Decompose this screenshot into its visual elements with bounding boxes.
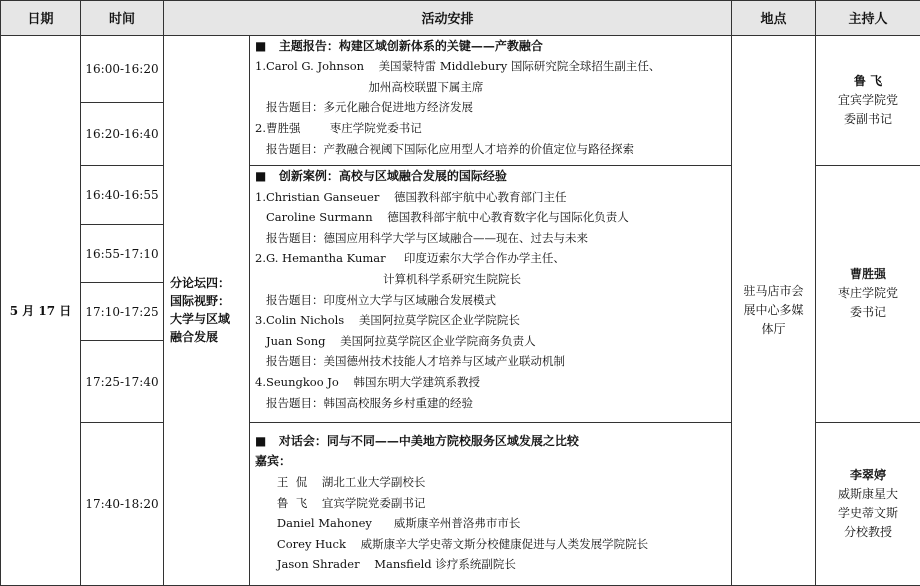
host-title: 学史蒂文斯: [838, 505, 899, 520]
header-time: 时间: [81, 1, 164, 36]
session-line: 1.Christian Ganseuer 德国教科部宇航中心教育部门主任: [255, 189, 567, 204]
session-line: 1.Carol G. Johnson 美国蒙特雷 Middlebury 国际研究院全球招生副主任、: [255, 59, 661, 74]
session-line: 4.Seungkoo Jo 韩国东明大学建筑系教授: [255, 375, 480, 390]
venue-line: 体厅: [761, 321, 786, 336]
host-title: 委副书记: [844, 111, 893, 126]
session-line: 嘉宾：: [255, 454, 292, 469]
date-cell: 5 月 17 日: [1, 35, 81, 585]
session-line: 鲁 飞 宜宾学院党委副书记: [255, 495, 426, 510]
session-cases: [250, 166, 732, 423]
session-line: 报告题目：多元化融合促进地方经济发展: [255, 100, 473, 115]
session-line: 报告题目：产教融合视阈下国际化应用型人才培养的价值定位与路径探索: [255, 141, 634, 156]
session-keynote: [250, 35, 732, 165]
session-line: ■ 创新案例：高校与区域融合发展的国际经验: [255, 169, 507, 184]
time-slot: 17:25-17:40: [81, 341, 164, 423]
header-row: [1, 1, 920, 36]
forum-line: 国际视野：: [170, 294, 231, 309]
host-name: 曹胜强: [850, 267, 887, 282]
time-slot: 17:10-17:25: [81, 283, 164, 341]
session-line: 加州高校联盟下属主席: [255, 79, 484, 94]
session-line: 报告题目：德国应用科学大学与区域融合——现在、过去与未来: [255, 230, 588, 245]
session-line: 报告题目：印度州立大学与区域融合发展模式: [255, 292, 496, 307]
host-title: 宜宾学院党: [838, 92, 899, 107]
time-slot: 16:20-16:40: [81, 102, 164, 165]
session-line: Juan Song 美国阿拉莫学院区企业学院商务负责人: [255, 333, 536, 348]
table-row: [1, 35, 920, 102]
host-name: 鲁 飞: [853, 73, 883, 88]
host-title: 威斯康星大: [838, 486, 899, 501]
host-cell-3: [816, 422, 920, 585]
forum-cell: [164, 35, 250, 585]
forum-line: 大学与区域: [170, 312, 231, 327]
time-slot: 16:40-16:55: [81, 166, 164, 225]
session-line: 计算机科学系研究生院院长: [255, 272, 521, 287]
venue-line: 展中心多媒: [743, 302, 804, 317]
session-line: 3.Colin Nichols 美国阿拉莫学院区企业学院院长: [255, 313, 520, 328]
venue-cell: [732, 35, 816, 585]
venue-line: 驻马店市会: [743, 283, 804, 298]
session-line: 报告题目：韩国高校服务乡村重建的经验: [255, 395, 473, 410]
session-line: 2.曹胜强 枣庄学院党委书记: [255, 121, 422, 136]
header-activity: 活动安排: [164, 1, 732, 36]
header-date: 日期: [1, 1, 81, 36]
session-line: Daniel Mahoney 威斯康辛州普洛弗市市长: [255, 516, 521, 531]
time-slot: 16:00-16:20: [81, 35, 164, 102]
host-title: 枣庄学院党: [838, 286, 899, 301]
time-slot: 17:40-18:20: [81, 422, 164, 585]
time-slot: 16:55-17:10: [81, 225, 164, 283]
header-host: 主持人: [816, 1, 920, 36]
session-line: 2.G. Hemantha Kumar 印度迈索尔大学合作办学主任、: [255, 251, 565, 266]
session-line: Corey Huck 威斯康辛大学史蒂文斯分校健康促进与人类发展学院院长: [255, 536, 649, 551]
session-line: ■ 主题报告：构建区域创新体系的关键——产教融合: [255, 38, 543, 53]
host-cell-2: [816, 166, 920, 423]
session-dialogue: [250, 422, 732, 585]
host-name: 李翠婷: [850, 467, 887, 482]
session-line: 王 侃 湖北工业大学副校长: [255, 475, 426, 490]
forum-line: 分论坛四：: [170, 276, 231, 291]
host-title: 委书记: [850, 305, 887, 320]
session-line: 报告题目：美国德州技术技能人才培养与区域产业联动机制: [255, 354, 565, 369]
session-line: Jason Shrader Mansfield 诊疗系统副院长: [255, 557, 516, 572]
host-title: 分校教授: [844, 524, 893, 539]
host-cell-1: [816, 35, 920, 165]
session-line: Caroline Surmann 德国教科部宇航中心教育数字化与国际化负责人: [255, 210, 629, 225]
forum-line: 融合发展: [170, 330, 219, 345]
header-venue: 地点: [732, 1, 816, 36]
session-line: ■ 对话会：同与不同——中美地方院校服务区域发展之比较: [255, 433, 579, 448]
